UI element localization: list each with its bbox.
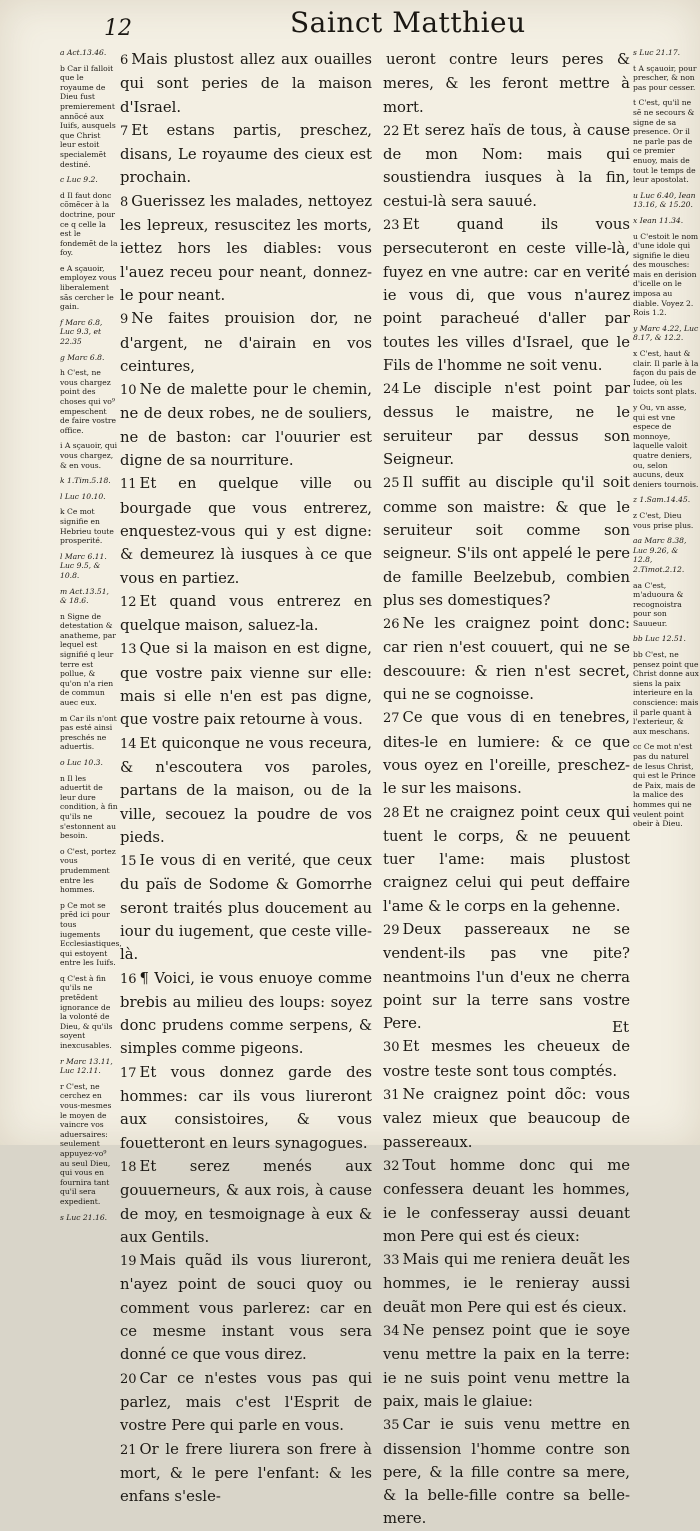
verse xyxy=(120,190,372,307)
verse-text: Et en quelque ville ou bourgade que vous entrerez, enquestez-vous qui y est digne: & demeurez là iusques à ce que vous en partiez. xyxy=(120,475,372,587)
verse-text: Car ie suis venu mettre en dissension l'homme contre son pere, & la fille contre sa mere, & la belle-fille contre sa belle-mere. xyxy=(383,1416,630,1528)
verse-text: Tout homme donc qui me confessera deuant les hommes, ie le confesseray aussi deuant mon Pere qui est és cieux: xyxy=(383,1156,630,1245)
margin-note: a Act.13.46. xyxy=(60,48,107,57)
verse-number: 7 xyxy=(120,123,129,139)
verse xyxy=(120,378,372,472)
verse-number: 8 xyxy=(120,194,129,210)
verse-text: Or le frere liurera son frere à mort, & le pere l'enfant: & les enfans s'esle- xyxy=(120,1440,372,1506)
verse xyxy=(120,637,372,731)
margin-note: m Car ils n'ont pas esté ainsi preschés ne aduertis. xyxy=(60,713,117,752)
verse-text: Ne craignez point dõc: vous valez mieux que beaucoup de passereaux. xyxy=(383,1086,630,1151)
verse-text: Et quiconque ne vous receura, & n'escoutera vos paroles, partans de la maison, ou de la ville, secouez la poudre de vos pieds. xyxy=(120,734,372,846)
margin-note: k 1.Tim.5.18. xyxy=(60,476,111,486)
margin-note: n Signe de detestation & anatheme, par lequel est signifié q leur terre est pollue, & qu'on n'a rien de commun auec eux. xyxy=(60,611,116,708)
margin-note: aa Marc 8.38, Luc 9.26, & 12.8, 2.Timot.2.12. xyxy=(633,536,687,574)
margin-note: r C'est, ne cerchez en vous-mesmes le moyen de vaincre vos aduersaires: seulement appuyez-vo⁹ au seul Dieu, qui vous en fournira tant qu'il sera expedient. xyxy=(60,1081,112,1206)
verse-number: 25 xyxy=(383,476,400,492)
margin-note: q C'est à fin qu'ils ne pretẽdent ignorance de la volonté de Dieu, & qu'ils soyent inexcusables. xyxy=(60,973,113,1051)
left-margin-notes xyxy=(60,48,122,1228)
verse xyxy=(383,706,630,800)
margin-note: z 1.Sam.14.45. xyxy=(633,495,691,505)
margin-note: g Marc 6.8. xyxy=(60,352,105,362)
margin-note: n Il les aduertit de leur dure condition, à fin qu'ils ne s'estonnent au besoin. xyxy=(60,773,118,841)
verse-text: Ne de malette pour le chemin, ne de deux robes, ne de souliers, ne de baston: car l'ouurier est digne de sa nourriture. xyxy=(120,381,372,470)
verse xyxy=(120,119,372,190)
verse xyxy=(383,1248,630,1319)
verse-text: Il suffit au disciple qu'il soit comme son maistre: & que le seruiteur soit comme son seigneur. S'ils ont appelé le pere de famille Beelzebub, combien plus ses domestiques? xyxy=(383,474,630,609)
margin-note: aa C'est, m'aduoura & recognoistra pour son Sauueur. xyxy=(633,580,684,628)
margin-note: d Il faut donc cõmẽcer à la doctrine, pour ce q celle la est le fondemẽt de la foy. xyxy=(60,190,118,258)
verse xyxy=(120,1061,372,1155)
verse xyxy=(120,472,372,589)
verse xyxy=(383,801,630,918)
verse-number: 10 xyxy=(120,383,137,399)
verse-number: 28 xyxy=(383,805,400,821)
verse-text: Que si la maison en est digne, que vostre paix vienne sur elle: mais si elle n'en est pas digne, que vostre paix retourne à vous. xyxy=(120,640,372,729)
verse-number: 33 xyxy=(383,1253,400,1269)
verse xyxy=(383,48,630,119)
margin-note: e A sçauoir, employez vous liberalement sãs cercher le gain. xyxy=(60,263,117,312)
verse-number: 29 xyxy=(383,922,400,938)
verse-number: 6 xyxy=(120,53,129,68)
margin-note: o Luc 10.3. xyxy=(60,758,103,767)
margin-note: u Luc 6.40, Iean 13.16, & 15.20. xyxy=(633,190,696,210)
verse-number: 23 xyxy=(383,218,400,234)
margin-note: s Luc 21.17. xyxy=(633,48,681,57)
margin-note: b Car il falloit que le royaume de Dieu fust premierement annõcé aux Iuifs, ausquels que Christ leur estoit specialemẽt destiné. xyxy=(60,63,116,169)
verse-number: 14 xyxy=(120,736,137,752)
verse-number: 12 xyxy=(120,594,137,610)
verse xyxy=(120,590,372,638)
margin-note: l Luc 10.10. xyxy=(60,491,106,501)
verse xyxy=(383,612,630,706)
verse xyxy=(383,213,630,377)
verse xyxy=(120,1438,372,1509)
verse xyxy=(383,1413,630,1530)
right-margin-notes xyxy=(633,48,699,835)
verse xyxy=(120,732,372,849)
verse-text: Guerissez les malades, nettoyez les lepreux, resuscitez les morts, iettez hors les diables: vous l'auez receu pour neant, donnez-le pour neant. xyxy=(120,192,372,304)
main-text-left-column xyxy=(120,48,372,1508)
verse-text: Et ne craignez point ceux qui tuent le corps, & ne peuuent tuer l'ame: mais plustost craignez celui qui peut deffaire l'ame & le corps en la gehenne. xyxy=(383,803,630,915)
verse-text: Mais qui me reniera deuãt les hommes, ie le renieray aussi deuãt mon Pere qui est és cieux. xyxy=(383,1251,630,1316)
margin-note: bb C'est, ne pensez point que Christ donne aux siens la paix interieure en la conscience: mais il parle quant à l'exterieur, & aux meschans. xyxy=(633,650,699,736)
verse-text: Et serez haïs de tous, à cause de mon Nom: mais qui soustiendra iusques à la fin, cestui-là sera sauué. xyxy=(383,121,630,210)
verse-number: 9 xyxy=(120,312,129,328)
verse-text: Ce que vous di en tenebres, dites-le en lumiere: & ce que vous oyez en l'oreille, preschez-le sur les maisons. xyxy=(383,709,630,798)
verse-text: Et quand ils vous persecuteront en ceste ville-là, fuyez en vne autre: car en verité ie vous di, que vous n'aurez point paracheué d'aller par toutes les villes d'Israel, que le Fils de l'homme ne soit venu. xyxy=(383,216,630,374)
page-header xyxy=(0,2,700,46)
verse-text: Ie vous di en verité, que ceux du païs de Sodome & Gomorrhe seront traités plus doucement au iour du iugement, que ceste ville-là. xyxy=(120,852,372,964)
margin-note: l Marc 6.11. Luc 9.5, & 10.8. xyxy=(60,551,107,580)
verse-text: Ne faites prouision dor, ne d'argent, ne d'airain en vos ceintures, xyxy=(120,310,372,375)
verse-text: Mais quãd ils vous liureront, n'ayez point de souci quoy ou comment vous parlerez: car en ce mesme instant vous sera donné ce que vous direz. xyxy=(120,1252,372,1364)
margin-note: r Marc 13.11, Luc 12.11. xyxy=(60,1056,113,1076)
verse xyxy=(120,967,372,1061)
verse-text: Mais plustost allez aux ouailles qui sont peries de la maison d'Israel. xyxy=(120,51,372,116)
verse xyxy=(383,1154,630,1248)
verse xyxy=(383,1319,630,1413)
verse-text: Et quand vous entrerez en quelque maison, saluez-la. xyxy=(120,592,372,635)
margin-note: p Ce mot se prẽd ici pour tous iugements Ecclesiastiques, qui estoyent entre les Iuifs. xyxy=(60,900,122,968)
verse-text: Et serez menés aux gouuerneurs, & aux rois, à cause de moy, en tesmoignage à eux & aux Gentils. xyxy=(120,1157,372,1246)
margin-note: c Luc 9.2. xyxy=(60,175,98,185)
verse-text: ueront contre leurs peres & meres, & les feront mettre à mort. xyxy=(383,51,630,116)
verse-text: Et estans partis, preschez, disans, Le royaume des cieux est prochain. xyxy=(120,121,372,187)
verse-number: 24 xyxy=(383,382,400,398)
margin-note: i A sçauoir, qui vous chargez, & en vous. xyxy=(60,441,118,470)
verse-number: 30 xyxy=(383,1040,400,1056)
verse-number: 20 xyxy=(120,1371,137,1387)
verse-text: Deux passereaux ne se vendent-ils pas vne pite? neantmoins l'un d'eux ne cherra point sur la terre sans vostre Pere. xyxy=(383,920,630,1033)
verse-number: 34 xyxy=(383,1324,400,1340)
catchword: Et xyxy=(612,1018,629,1036)
verse-text: Et vous donnez garde des hommes: car ils vous liureront aux consistoires, & vous fouetteront en leurs synagogues. xyxy=(120,1063,372,1152)
verse xyxy=(120,307,372,378)
margin-note: cc Ce mot n'est pas du naturel de Iesus Christ, qui est le Prince de Paix, mais de la malice des hommes qui ne veulent point obeir à Dieu. xyxy=(633,742,696,829)
verse-number: 15 xyxy=(120,854,137,870)
verse-number: 19 xyxy=(120,1254,137,1270)
verse xyxy=(120,849,372,966)
margin-note: bb Luc 12.51. xyxy=(633,634,686,644)
margin-note: m Act.13.51, & 18.6. xyxy=(60,586,109,606)
verse-number: 16 xyxy=(120,971,137,987)
verse-number: 13 xyxy=(120,642,137,658)
margin-note: x Iean 11.34. xyxy=(633,215,684,225)
verse xyxy=(383,471,630,612)
verse xyxy=(383,918,630,1035)
margin-note: h C'est, ne vous chargez point des choses qui vo⁹ empeschent de faire vostre office. xyxy=(60,368,117,435)
verse-number: 31 xyxy=(383,1088,400,1104)
running-title: Sainct Matthieu xyxy=(290,6,526,39)
verse-text: ¶ Voici, ie vous enuoye comme brebis au milieu des loups: soyez donc prudens comme serpens, & simples comme pigeons. xyxy=(120,969,372,1058)
verse-text: Ne les craignez point donc: car rien n'est couuert, qui ne se descouure: & rien n'est secret, qui ne se cognoisse. xyxy=(383,615,630,704)
verse xyxy=(120,1155,372,1249)
margin-note: y Ou, vn asse, qui est vne espece de monnoye, laquelle valoit quatre deniers, ou, selon aucuns, deux deniers tournois. xyxy=(633,403,699,489)
verse xyxy=(120,1367,372,1438)
verse xyxy=(383,119,630,213)
margin-note: t C'est, qu'il ne sẽ ne secours & signe de sa presence. Or il ne parle pas de ce premier enuoy, mais de tout le temps de leur apostolat. xyxy=(633,98,696,185)
verse-number: 35 xyxy=(383,1418,400,1434)
verse xyxy=(120,48,372,119)
verse xyxy=(383,1035,630,1083)
verse-number: 26 xyxy=(383,617,400,633)
margin-note: s Luc 21.16. xyxy=(60,1212,108,1222)
verse-number: 18 xyxy=(120,1159,137,1175)
margin-note: y Marc 4.22, Luc 8.17, & 12.2. xyxy=(633,323,699,343)
margin-note: f Marc 6.8, Luc 9.3, et 22.35 xyxy=(60,317,103,347)
verse-text: Le disciple n'est point par dessus le maistre, ne le seruiteur par dessus son Seigneur. xyxy=(383,380,630,469)
verse-number: 32 xyxy=(383,1158,400,1174)
margin-note: u C'estoit le nom d'une idole qui signifie le dieu des mousches: mais en derision d'icelle on le imposa au diable. Voyez 2. Rois 1.2. xyxy=(633,231,699,318)
verse-number: 11 xyxy=(120,477,137,493)
verse-number: 27 xyxy=(383,711,400,727)
verse xyxy=(383,377,630,471)
verse-number: 22 xyxy=(383,123,400,139)
margin-note: k Ce mot signifie en Hebrieu toute prosperité. xyxy=(60,507,114,546)
margin-note: t A sçauoir, pour prescher, & non pas pour cesser. xyxy=(633,63,697,92)
margin-note: z C'est, Dieu vous prise plus. xyxy=(633,510,694,530)
verse xyxy=(120,1249,372,1366)
margin-note: o C'est, portez vous prudemment entre les hommes. xyxy=(60,846,116,895)
verse-text: Car ce n'estes vous pas qui parlez, mais c'est l'Esprit de vostre Pere qui parle en vous. xyxy=(120,1369,372,1435)
verse-number: 21 xyxy=(120,1442,137,1458)
margin-note: x C'est, haut & clair. Il parle à la façon du pais de Iudee, où les toicts sont plats. xyxy=(633,349,699,397)
verse xyxy=(383,1083,630,1154)
main-text-right-column xyxy=(383,48,630,1531)
page-number: 12 xyxy=(104,16,132,41)
verse-text: Et mesmes les cheueux de vostre teste sont tous comptés. xyxy=(383,1038,630,1080)
verse-number: 17 xyxy=(120,1065,137,1081)
verse-text: Ne pensez point que ie soye venu mettre la paix en la terre: ie ne suis point venu mettre la paix, mais le glaiue: xyxy=(383,1322,630,1410)
